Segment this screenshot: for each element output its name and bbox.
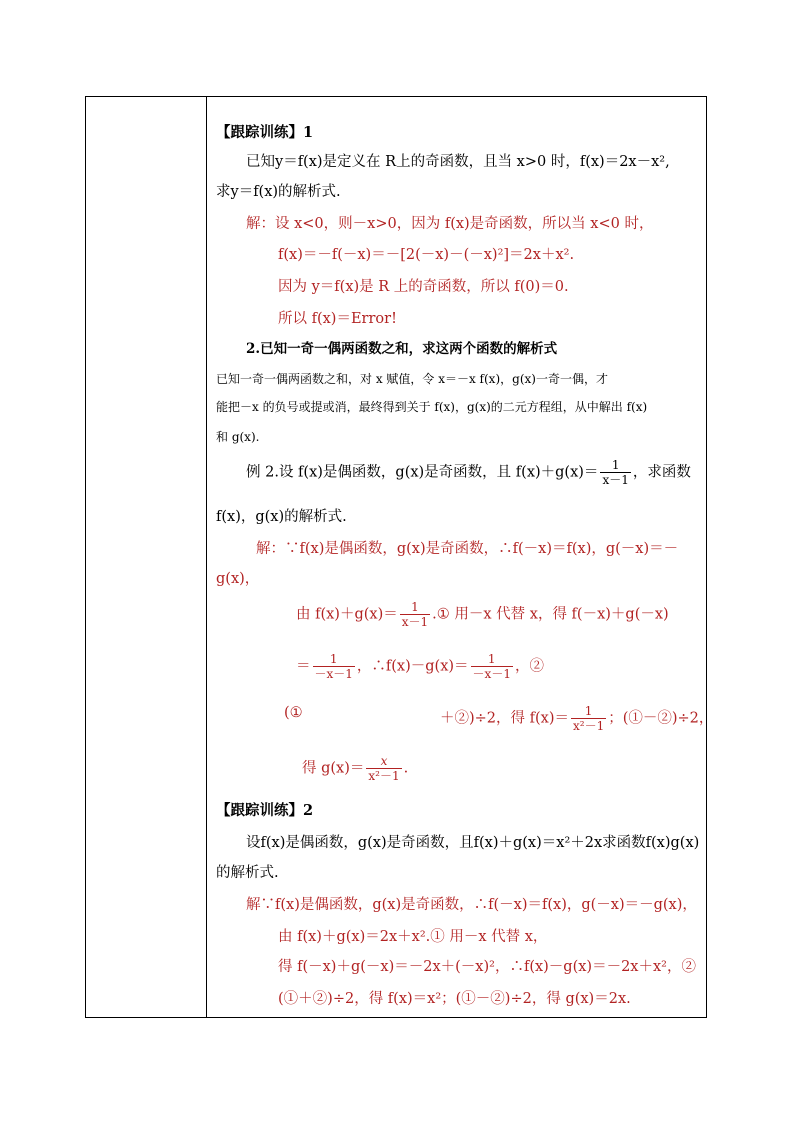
fraction-denominator: －x－1 [472, 667, 511, 681]
example2-solution-line1: 解：∵f(x)是偶函数，g(x)是奇函数，∴f(－x)＝f(x)，g(－x)＝－ [256, 541, 679, 557]
track1-heading: 【跟踪训练】1 [216, 124, 314, 141]
solution-text: ，∴f(x)－g(x)＝ [356, 658, 469, 675]
solution-text: ，② [514, 658, 544, 675]
example2-line2: f(x)，g(x)的解析式. [216, 509, 347, 525]
solution-text: 由 f(x)＋g(x)＝ [296, 606, 398, 623]
track2-heading: 【跟踪训练】2 [216, 802, 314, 819]
example2-fraction [600, 458, 630, 487]
example2-solution-line6 [302, 754, 408, 783]
example2-solution-line5 [440, 704, 713, 733]
solution-text: 得 g(x)＝ [302, 760, 365, 777]
example2-text-a: 例 2.设 f(x)是偶函数，g(x)是奇函数，且 f(x)＋g(x)＝ [246, 464, 599, 481]
section2-note-line3: 和 g(x). [216, 430, 260, 444]
fraction-denominator: x²－1 [368, 769, 400, 783]
solution-text: ；(①－②)÷2， [608, 710, 714, 727]
solution-text: ＋②)÷2，得 f(x)＝ [440, 710, 569, 727]
track2-solution-line3: 得 f(－x)＋g(－x)＝－2x＋(－x)²，∴f(x)－g(x)＝－2x＋x²，② [278, 959, 696, 975]
track2-problem-line2: 的解析式. [216, 865, 279, 881]
section2-heading: 2.已知一奇一偶两函数之和，求这两个函数的解析式 [246, 341, 558, 357]
solution-fraction [471, 652, 513, 681]
solution-text: .① 用－x 代替 x，得 f(－x)＋g(－x) [432, 606, 669, 623]
fraction-numerator: 1 [584, 704, 593, 718]
fraction-denominator: x²－1 [573, 719, 605, 733]
track1-problem-line2: 求y＝f(x)的解析式. [216, 184, 341, 200]
solution-fraction [313, 652, 355, 681]
solution-fraction [366, 754, 401, 783]
fraction-numerator: 1 [329, 652, 338, 666]
track2-solution-line4: (①＋②)÷2，得 f(x)＝x²；(①－②)÷2，得 g(x)＝2x. [278, 991, 631, 1007]
section2-note-line1: 已知一奇一偶两函数之和，对 x 赋值，令 x＝－x f(x)，g(x)一奇一偶，才 [216, 372, 608, 386]
fraction-numerator: 1 [411, 600, 419, 614]
example2-solution-line5-start: (① [284, 705, 303, 721]
fraction-numerator: x [380, 754, 388, 768]
track1-problem-line1: 已知y＝f(x)是定义在 R上的奇函数，且当 x>0 时，f(x)＝2x－x², [246, 154, 670, 170]
example2-solution-line4 [296, 652, 544, 681]
example2-solution-line3 [296, 600, 669, 629]
fraction-numerator: 1 [611, 458, 620, 472]
example2-line1 [246, 458, 691, 487]
column-divider [206, 97, 207, 1017]
track1-solution-line4: 所以 f(x)＝Error! [278, 311, 397, 327]
example2-solution-line2: g(x)， [216, 571, 260, 587]
solution-fraction [400, 600, 430, 629]
fraction-denominator: x－1 [401, 615, 429, 629]
track1-solution-line3: 因为 y＝f(x)是 R 上的奇函数，所以 f(0)＝0. [278, 279, 569, 295]
fraction-denominator: －x－1 [314, 667, 353, 681]
track2-problem-line1: 设f(x)是偶函数，g(x)是奇函数，且f(x)＋g(x)＝x²＋2x求函数f(x)g(x) [246, 835, 700, 851]
section2-note-line2: 能把－x 的负号或提或消，最终得到关于 f(x)，g(x)的二元方程组，从中解出 f(x) [216, 400, 648, 414]
track1-solution-line1: 解：设 x<0，则－x>0，因为 f(x)是奇函数，所以当 x<0 时， [246, 216, 654, 232]
track1-solution-line2: f(x)＝－f(－x)＝－[2(－x)－(－x)²]＝2x＋x². [278, 247, 575, 263]
fraction-denominator: x－1 [602, 473, 629, 487]
fraction-numerator: 1 [487, 652, 496, 666]
solution-text: ＝ [296, 658, 311, 675]
track2-solution-line2: 由 f(x)＋g(x)＝2x＋x².① 用－x 代替 x， [278, 929, 548, 945]
example2-text-b: ，求函数 [632, 464, 691, 481]
track2-solution-line1: 解∵f(x)是偶函数，g(x)是奇函数，∴f(－x)＝f(x)，g(－x)＝－g(x)， [246, 897, 697, 913]
solution-text: . [403, 760, 409, 777]
solution-fraction [571, 704, 606, 733]
